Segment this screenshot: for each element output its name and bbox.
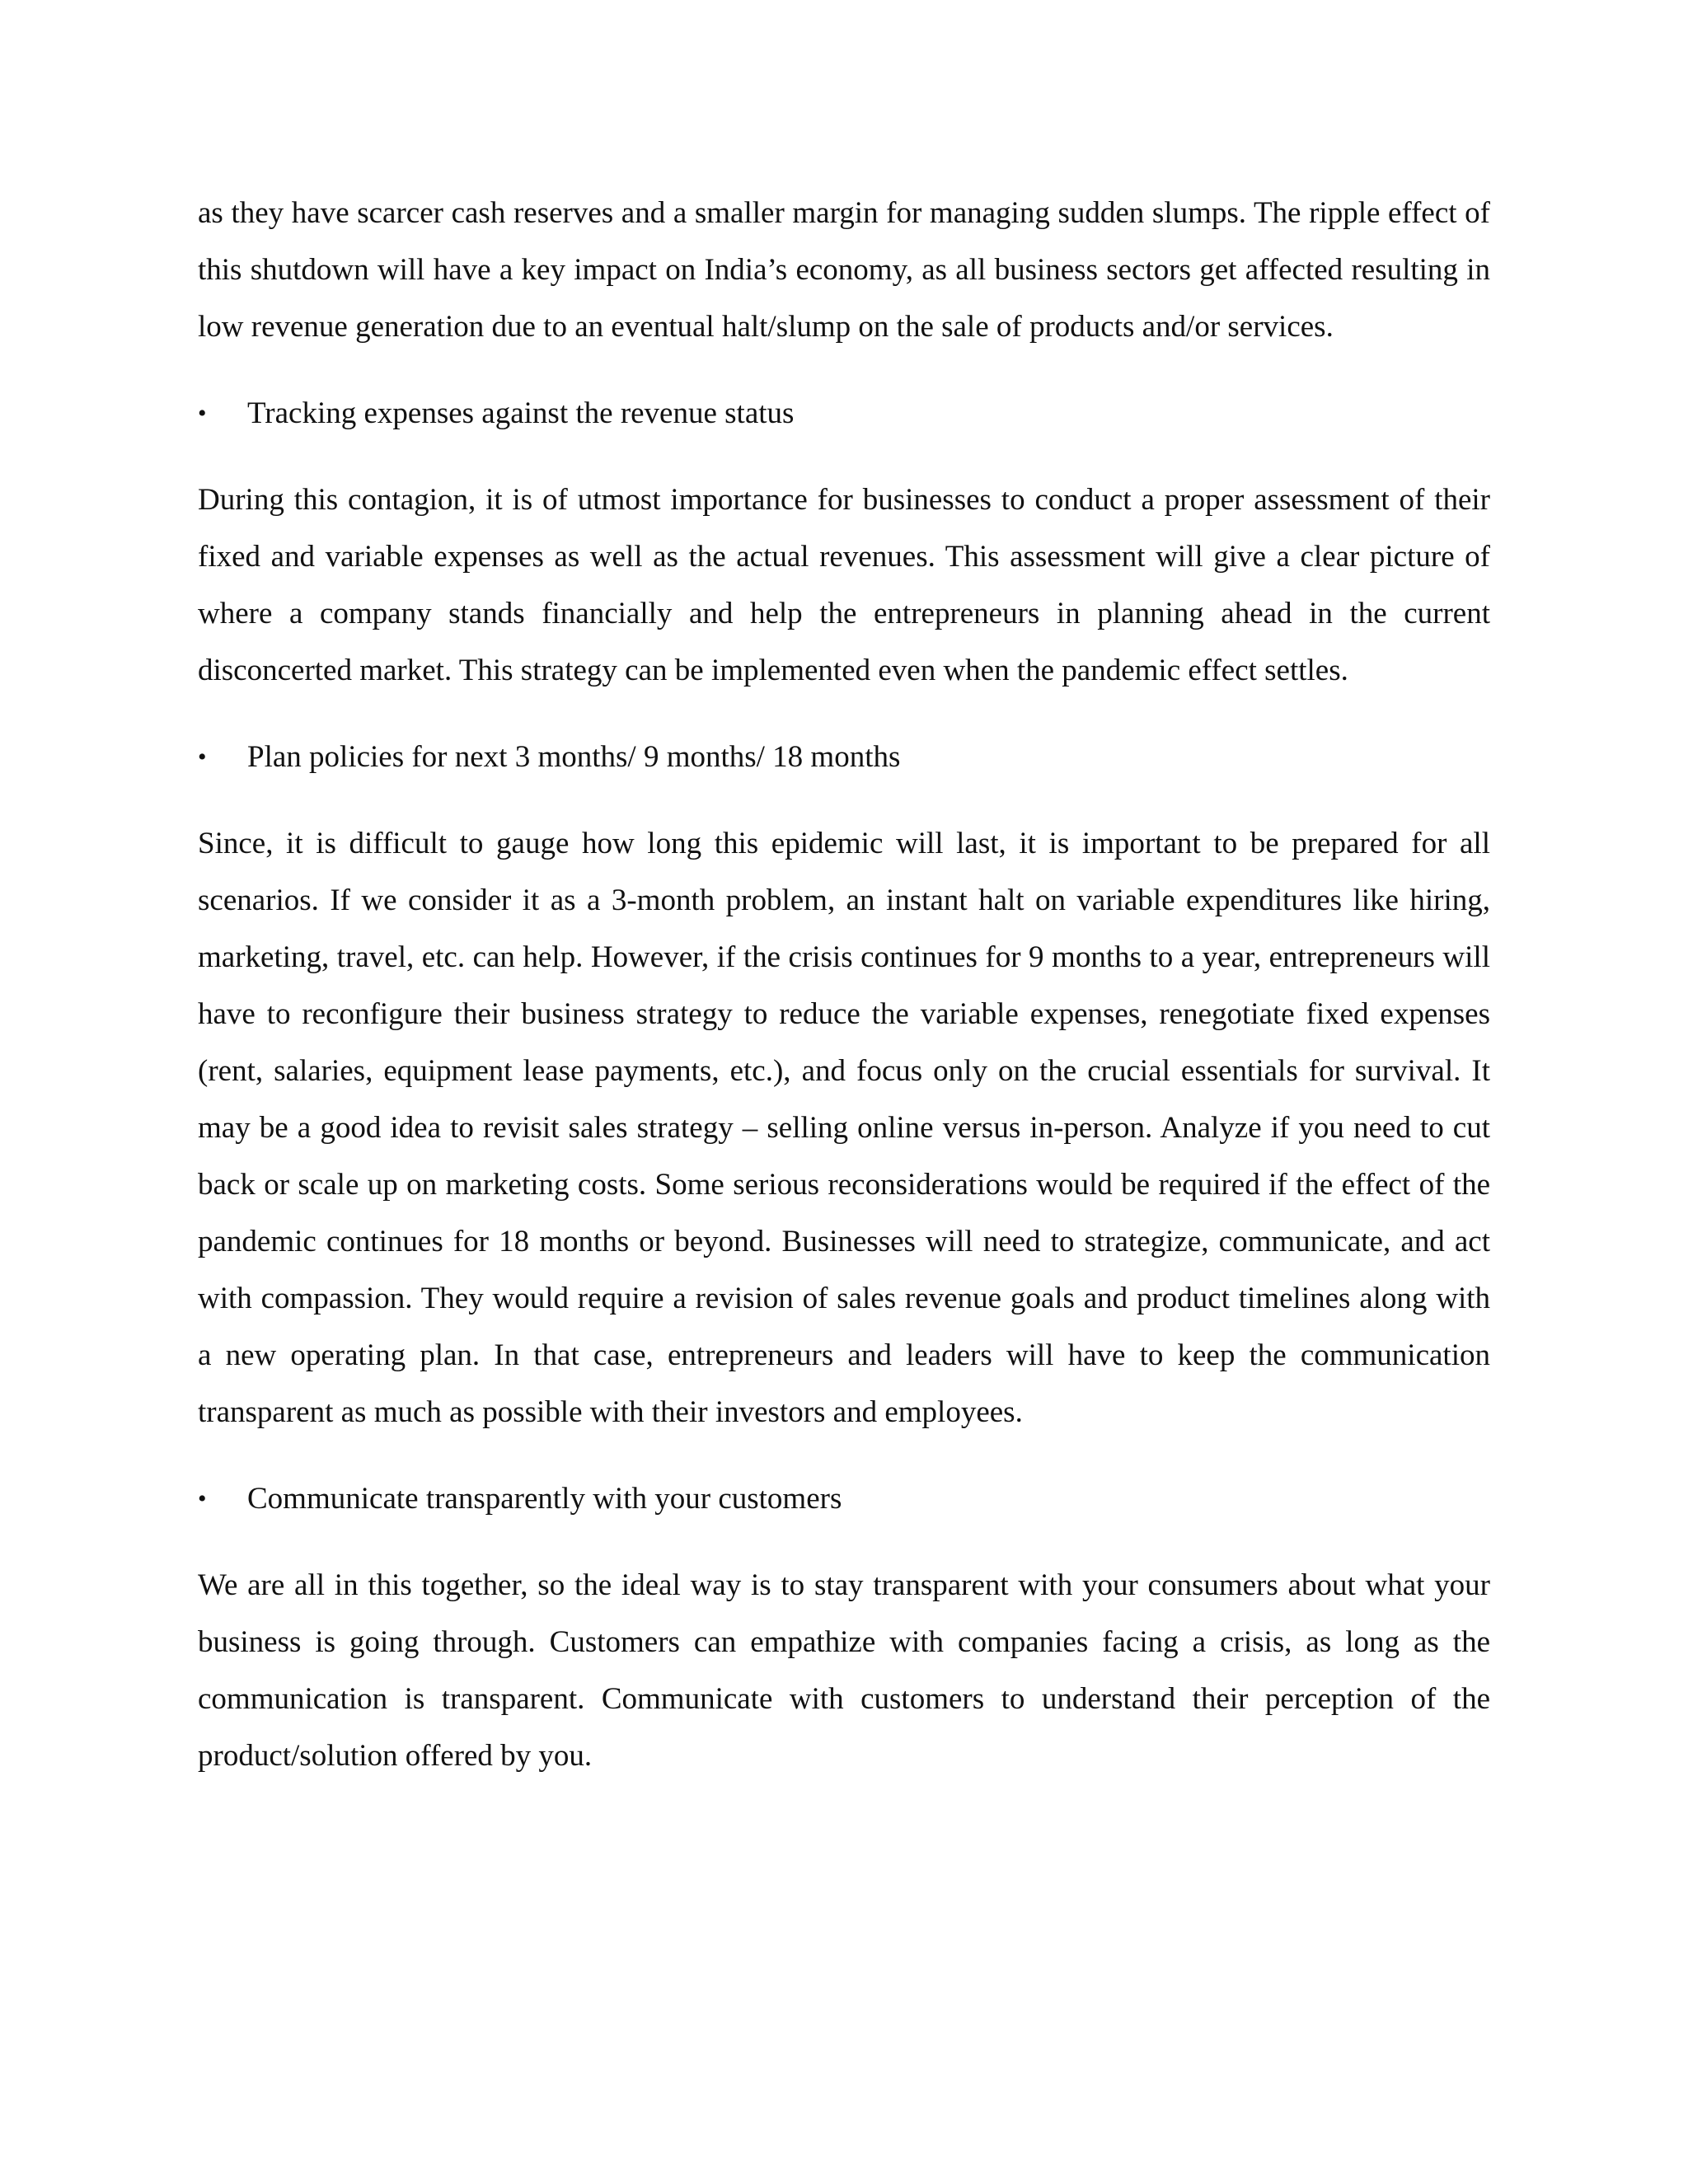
bullet-text: Tracking expenses against the revenue status bbox=[247, 396, 795, 430]
paragraph-plan-policies: Since, it is difficult to gauge how long this epidemic will last, it is important to be prepared for all scenarios. If we consider it as a 3-month problem, an instant halt on variable expenditures like hiring, marketing, travel, etc. can help. However, if the crisis continues for 9 months to a year, entrepreneurs will have to reconfigure their business strategy to reduce the variable expenses, renegotiate fixed expenses (rent, salaries, equipment lease payments, etc.), and focus only on the crucial essentials for survival. It may be a good idea to revisit sales strategy – selling online versus in-person. Analyze if you need to cut back or scale up on marketing costs. Some serious reconsiderations would be required if the effect of the pandemic continues for 18 months or beyond. Businesses will need to strategize, communicate, and act with compassion. They would require a revision of sales revenue goals and product timelines along with a new operating plan. In that case, entrepreneurs and leaders will have to keep the communication transparent as much as possible with their investors and employees. bbox=[198, 827, 1490, 1429]
bullet-item-communicate bbox=[198, 1470, 1490, 1527]
bullet-icon: • bbox=[198, 400, 207, 427]
paragraph-tracking-expenses: During this contagion, it is of utmost importance for businesses to conduct a proper assessment of their fixed and variable expenses as well as the actual revenues. This assessment will give a clear picture of where a company stands financially and help the entrepreneurs in planning ahead in the current disconcerted market. This strategy can be implemented even when the pandemic effect settles. bbox=[198, 483, 1490, 687]
bullet-text: Communicate transparently with your customers bbox=[247, 1482, 842, 1516]
bullet-icon: • bbox=[198, 743, 207, 771]
bullet-item-tracking-expenses bbox=[198, 385, 1490, 442]
document-page bbox=[198, 185, 1490, 1814]
paragraph-intro: as they have scarcer cash reserves and a smaller margin for managing sudden slumps. The ripple effect of this shutdown will have a key impact on India’s economy, as all business sectors get affected resulting in low revenue generation due to an eventual halt/slump on the sale of products and/or services. bbox=[198, 196, 1490, 344]
bullet-text: Plan policies for next 3 months/ 9 months/ 18 months bbox=[247, 740, 901, 774]
bullet-icon: • bbox=[198, 1485, 207, 1512]
paragraph-communicate: We are all in this together, so the ideal way is to stay transparent with your consumers about what your business is going through. Customers can empathize with companies facing a crisis, as long as the communication is transparent. Communicate with customers to understand their perception of the product/solution offered by you. bbox=[198, 1568, 1490, 1773]
bullet-item-plan-policies bbox=[198, 729, 1490, 785]
